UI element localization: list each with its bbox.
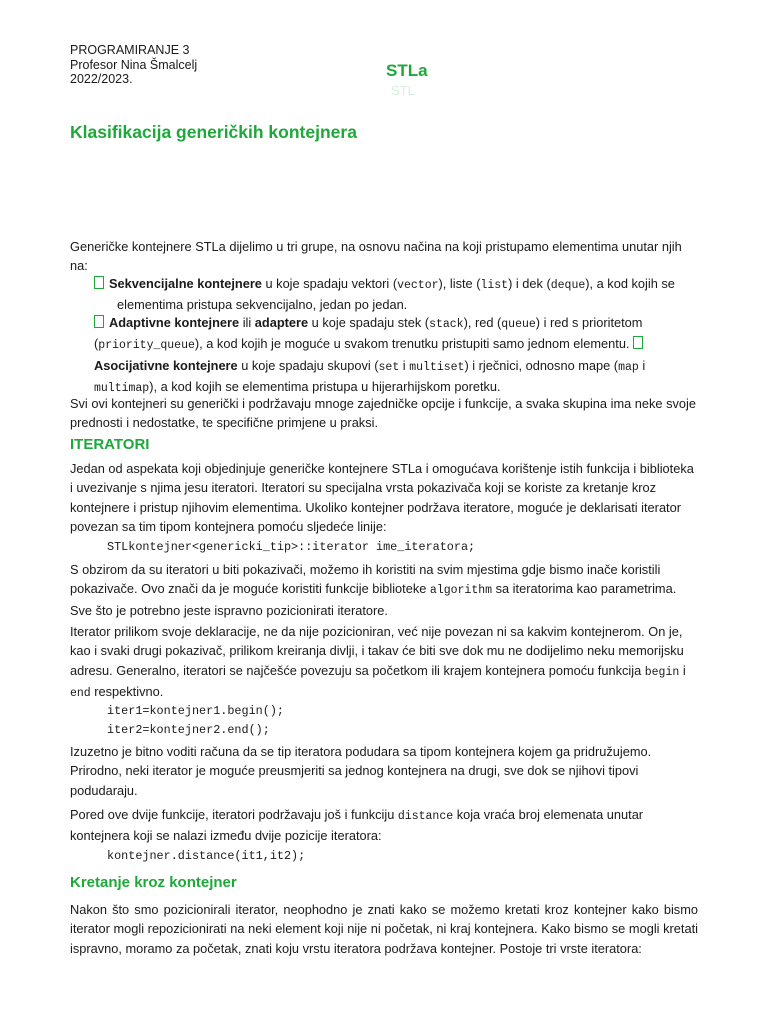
code-end-line: iter2=kontejner2.end(); [107,723,270,737]
code-inline: begin [644,665,680,679]
iterators-pointers-paragraph: S obzirom da su iteratori u biti pokazivači, možemo ih koristiti na svim mjestima gdje bismo inače koristili pokazivače. Ovo znači da je moguće koristiti funkcije biblioteke algorithm sa iteratorima kao parametrima. Sve što je potrebno jeste ispravno pozicionirati iteratore. [70,562,677,618]
bullet-adaptive: Adaptivne kontejnere ili adaptere u koje spadaju stek (stack), red (queue) i red s prioritetom (priority_queue), a kod kojih je moguće u svakom trenutku pristupiti samo jednom elementu. Asocijativne kontejnere u koje spadaju skupovi (set i multiset) i rječnici, odnosno mape (map i multimap), a kod kojih se elementima pristupa u hijerarhijskom poretku. [94,315,646,396]
code-iterator-declaration: STLkontejner<genericki_tip>::iterator ime_iteratora; [107,540,476,554]
iterators-type-paragraph: Izuzetno je bitno voditi računa da se tip iteratora podudara sa tipom kontejnera kojem ga pridružujemo. Prirodno, neki iterator je moguće preusmjeriti sa jednog kontejnera na drugi, sve dok se njihovi tipovi podudaraju. [70,744,652,798]
course-name: PROGRAMIRANJE 3 [70,43,190,57]
code-inline: multiset [409,360,465,374]
iterators-intro: Jedan od aspekata koji objedinjuje generičke kontejnere STLa i omogućava korištenje istih funkcija i biblioteka i uvezivanje s njima jesu iteratori. Iteratori su specijalna vrsta pokazivača koji se koriste za kretanje kroz kontejnere i pristup njihovim elementima. Ukoliko kontejner podržava iteratore, moguće je deklarisati iterator povezan sa tim tipom kontejnera pomoću sljedeće linije: [70,461,694,535]
code-begin-line: iter1=kontejner1.begin(); [107,704,284,718]
navigation-paragraph: Nakon što smo pozicionirali iterator, neophodno je znati kako se možemo kretati kroz kontejner kako bismo iterator mogli repozicionirati na neki element koji nije ni početak, ni kraj kontejnera. Kako bismo se mogli kretati ispravno, moramo za početak, znati koju vrstu iteratora podržava kontejner. Postoje tri vrste iteratora: [70,902,698,956]
code-inline: multimap [94,382,150,396]
code-inline: distance [397,810,454,823]
code-inline: vector [397,279,439,292]
bullet-term: Adaptivne kontejnere [109,315,240,330]
classification-intro: Generičke kontejnere STLa dijelimo u tri grupe, na osnovu načina na koji pristupamo elementima unutar njih na: [70,239,682,274]
document-title: STLa [386,61,428,80]
code-distance-line: kontejner.distance(it1,it2); [107,849,306,863]
code-inline: map [618,360,639,374]
section-heading-iterators: ITERATORI [70,436,150,453]
code-inline: deque [550,279,586,292]
classification-summary: Svi ovi kontejneri su generički i podržavaju mnoge zajedničke opcije i funkcije, a svaka skupina ima neke svoje prednosti i nedostatke, te specifične primjene u praksi. [70,396,696,431]
code-inline: set [378,360,400,374]
bullet-term: Sekvencijalne kontejnere [109,276,262,291]
document-header-info [70,43,197,87]
document-subtitle: STL [391,83,415,98]
code-inline: end [70,687,91,701]
bullet-box-icon [633,336,643,349]
bullet-box-icon [94,315,104,328]
iterators-declaration-paragraph: Iterator prilikom svoje deklaracije, ne da nije pozicioniran, već nije povezan ni sa kakvim kontejnerom. On je, kao i svaki drugi pokazivač, prilikom kreiranja divlji, i takav će biti sve dok mu ne dodijelimo neku memorijsku adresu. Generalno, iteratori se najčešće povezuju sa početkom ili krajem kontejnera pomoću funkcija begin i end respektivno. [70,624,686,701]
iterators-distance-paragraph: Pored ove dvije funkcije, iteratori podržavaju još i funkciju distance koja vraća broj elemenata unutar kontejnera koji se nalazi između dvije pozicije iteratora: [70,807,644,844]
section-heading-navigation: Kretanje kroz kontejner [70,874,237,891]
code-inline: algorithm [429,584,493,598]
code-inline: list [480,279,509,292]
code-inline: stack [429,318,464,331]
bullet-box-icon [94,276,104,289]
bullet-term: Asocijativne kontejnere [94,357,238,373]
bullet-sequential: Sekvencijalne kontejnere u koje spadaju vektori (vector), liste (list) i dek (deque), a kod kojih se elementima pristupa sekvencijalno, jedan po jedan. [94,274,698,315]
code-inline: queue [501,318,536,331]
academic-year: 2022/2023. [70,72,133,86]
professor-name: Profesor Nina Šmalcelj [70,57,198,72]
code-inline: priority_queue [98,339,195,353]
section-heading-classification: Klasifikacija generičkih kontejnera [70,122,357,142]
